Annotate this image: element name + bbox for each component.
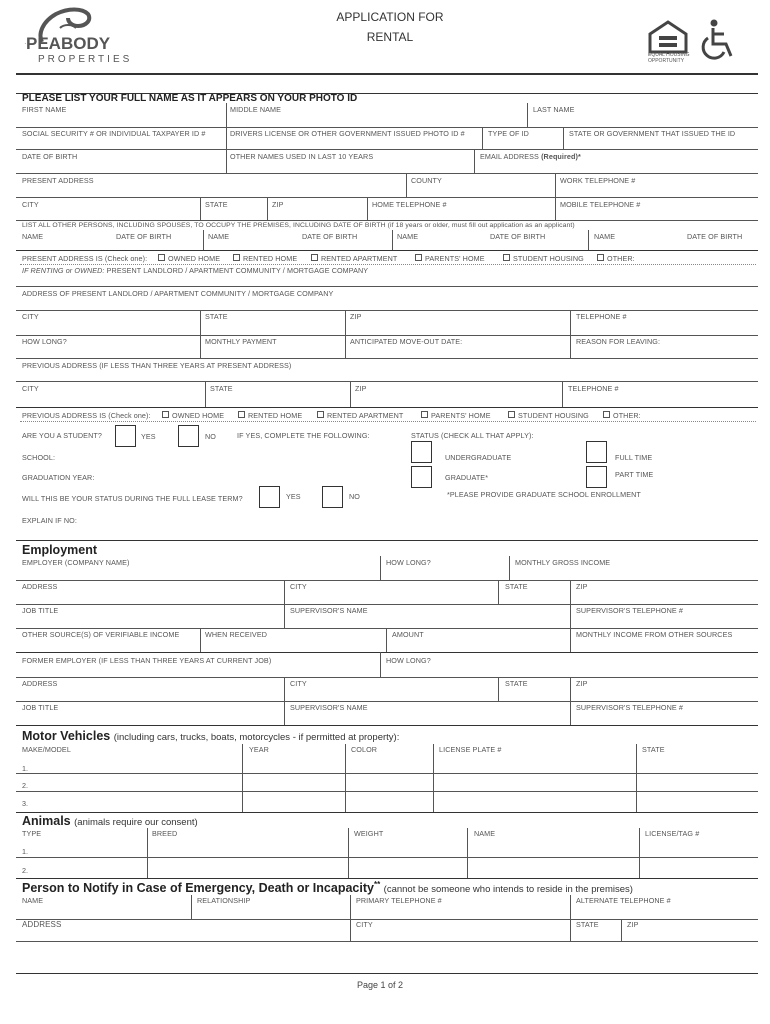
are-you-student-label: ARE YOU A STUDENT?: [22, 431, 102, 440]
student-yes-checkbox[interactable]: [115, 425, 136, 447]
when-received-label: WHEN RECEIVED: [205, 630, 268, 639]
divider: [350, 919, 351, 941]
previous-address-label: PREVIOUS ADDRESS (IF LESS THAN THREE YEARS AT PRESENT ADDRESS): [22, 361, 292, 370]
previous-address-is-label: PREVIOUS ADDRESS IS (Check one):: [22, 411, 151, 420]
divider: [509, 556, 510, 580]
divider: [200, 335, 201, 358]
lease-yes-checkbox[interactable]: [259, 486, 280, 508]
emp-zip-label: ZIP: [576, 582, 588, 591]
present-address-is-label: PRESENT ADDRESS IS (Check one):: [22, 254, 148, 263]
prev-other-label: OTHER:: [613, 411, 641, 420]
landlord-city-label: CITY: [22, 312, 39, 321]
vehicle-row-number: 2.: [22, 781, 28, 790]
job-title-label: JOB TITLE: [22, 606, 59, 615]
how-long-label: HOW LONG?: [22, 337, 67, 346]
reason-label: REASON FOR LEAVING:: [576, 337, 661, 346]
divider: [570, 919, 571, 941]
row-rule: [16, 857, 758, 858]
occupant-name-3: NAME: [397, 232, 419, 241]
student-housing-label: STUDENT HOUSING: [513, 254, 584, 263]
divider: [284, 604, 285, 628]
accessibility-logo: [698, 18, 738, 62]
row-rule: [16, 773, 758, 774]
prev-rented-apartment-label: RENTED APARTMENT: [327, 411, 404, 420]
prev-city-label: CITY: [22, 384, 39, 393]
occupant-name-4: NAME: [594, 232, 616, 241]
prev-rented-home-label: RENTED HOME: [248, 411, 303, 420]
equal-housing-icon: [646, 18, 690, 54]
full-time-checkbox[interactable]: [586, 441, 607, 463]
divider: [284, 677, 285, 701]
logo-sub: PROPERTIES: [38, 54, 133, 65]
move-out-label: ANTICIPATED MOVE-OUT DATE:: [350, 337, 463, 346]
header-rule: [16, 73, 758, 75]
divider: [392, 230, 393, 250]
emergency-state-label: STATE: [576, 920, 599, 929]
employment-heading: Employment: [22, 543, 98, 557]
license-tag-label: LICENSE/TAG #: [645, 829, 700, 838]
other-sources-label: OTHER SOURCE(S) OF VERIFIABLE INCOME: [22, 630, 180, 639]
employer-label: EMPLOYER (COMPANY NAME): [22, 558, 130, 567]
former-state-label: STATE: [505, 679, 528, 688]
divider: [205, 381, 206, 407]
occupant-dob-2: DATE OF BIRTH: [302, 232, 358, 241]
logo-name: PEABODY: [26, 34, 111, 53]
eho-text2: OPPORTUNITY: [648, 58, 685, 64]
former-supervisor-name-label: SUPERVISOR'S NAME: [290, 703, 368, 712]
row-rule: [16, 335, 758, 336]
vehicle-row-number: 3.: [22, 799, 28, 808]
animal-row-number: 1.: [22, 847, 28, 856]
lease-yes-label: YES: [286, 492, 301, 501]
full-time-label: FULL TIME: [615, 453, 653, 462]
divider: [242, 744, 243, 812]
if-renting-rest: PRESENT LANDLORD / APARTMENT COMMUNITY / MORTGAGE COMPANY: [106, 266, 369, 275]
email-label: [480, 152, 581, 161]
row-rule: [16, 628, 758, 629]
home-tel-label: HOME TELEPHONE #: [372, 200, 447, 209]
rented-apartment-label: RENTED APARTMENT: [321, 254, 398, 263]
divider: [639, 828, 640, 878]
landlord-state-label: STATE: [205, 312, 228, 321]
graduate-checkbox[interactable]: [411, 466, 432, 488]
ssn-label: SOCIAL SECURITY # OR INDIVIDUAL TAXPAYER ID #: [22, 129, 206, 138]
divider: [226, 103, 227, 127]
supervisor-tel-label: SUPERVISOR'S TELEPHONE #: [576, 606, 683, 615]
row-rule: [16, 919, 758, 920]
divider: [203, 230, 204, 250]
prev-tel-label: TELEPHONE #: [568, 384, 619, 393]
divider: [367, 197, 368, 220]
color-label: COLOR: [351, 745, 378, 754]
county-label: COUNTY: [411, 176, 442, 185]
prev-student-housing-checkbox[interactable]: [508, 411, 515, 418]
row-rule: [16, 407, 758, 408]
former-supervisor-tel-label: SUPERVISOR'S TELEPHONE #: [576, 703, 683, 712]
student-housing-checkbox[interactable]: [503, 254, 510, 261]
equal-housing-logo: [646, 18, 690, 64]
divider: [555, 197, 556, 220]
form-title-line2: RENTAL: [366, 30, 414, 44]
monthly-other-label: MONTHLY INCOME FROM OTHER SOURCES: [576, 630, 733, 639]
form-title-line1: APPLICATION FOR: [336, 10, 444, 24]
occupant-name-1: NAME: [22, 232, 44, 241]
row-rule: [16, 220, 758, 221]
divider: [555, 173, 556, 197]
divider: [527, 103, 528, 127]
prev-rented-home-checkbox[interactable]: [238, 411, 245, 418]
make-model-label: MAKE/MODEL: [22, 745, 71, 754]
divider: [350, 381, 351, 407]
relationship-label: RELATIONSHIP: [197, 896, 251, 905]
other-checkbox[interactable]: [597, 254, 604, 261]
lease-no-label: NO: [349, 492, 360, 501]
divider: [267, 197, 268, 220]
prev-owned-home-checkbox[interactable]: [162, 411, 169, 418]
animal-row-number: 2.: [22, 866, 28, 875]
city-label: CITY: [22, 200, 39, 209]
prev-state-label: STATE: [210, 384, 233, 393]
prev-student-housing-label: STUDENT HOUSING: [518, 411, 589, 420]
divider: [570, 677, 571, 701]
row-rule: [16, 604, 758, 605]
parents-home-label: PARENTS' HOME: [425, 254, 485, 263]
divider: [380, 652, 381, 677]
occupant-dob-1: DATE OF BIRTH: [116, 232, 172, 241]
divider: [200, 310, 201, 335]
divider: [570, 580, 571, 604]
emergency-subheading: (cannot be someone who intends to reside in the premises): [383, 884, 633, 896]
first-name-label: FIRST NAME: [22, 105, 67, 114]
divider: [345, 744, 346, 812]
divider: [380, 556, 381, 580]
rented-apartment-checkbox[interactable]: [311, 254, 318, 261]
owned-home-label: OWNED HOME: [168, 254, 221, 263]
divider: [482, 127, 483, 149]
vehicle-state-label: STATE: [642, 745, 665, 754]
animal-name-label: NAME: [474, 829, 496, 838]
row-rule: [16, 197, 758, 198]
former-address-label: ADDRESS: [22, 679, 58, 688]
breed-label: BREED: [152, 829, 178, 838]
footer-rule: [16, 973, 758, 974]
divider: [350, 895, 351, 919]
row-rule: [16, 652, 758, 653]
emp-address-label: ADDRESS: [22, 582, 58, 591]
divider: [191, 895, 192, 919]
dotted-rule: [20, 421, 756, 422]
emergency-address-label: ADDRESS: [22, 920, 62, 929]
plate-label: LICENSE PLATE #: [439, 745, 502, 754]
landlord-address-label: ADDRESS OF PRESENT LANDLORD / APARTMENT COMMUNITY / MORTGAGE COMPANY: [22, 289, 334, 298]
emergency-city-label: CITY: [356, 920, 373, 929]
year-label: YEAR: [249, 745, 269, 754]
occupant-dob-3: DATE OF BIRTH: [490, 232, 546, 241]
emergency-zip-label: ZIP: [627, 920, 639, 929]
rented-home-label: RENTED HOME: [243, 254, 298, 263]
weight-label: WEIGHT: [354, 829, 384, 838]
animal-type-label: TYPE: [22, 829, 42, 838]
undergrad-checkbox[interactable]: [411, 441, 432, 463]
divider: [636, 744, 637, 812]
eho-text1: EQUAL HOUSING: [648, 52, 690, 58]
other-label: OTHER:: [607, 254, 635, 263]
emp-city-label: CITY: [290, 582, 307, 591]
divider: [570, 895, 571, 919]
divider: [345, 310, 346, 335]
list-others-label: LIST ALL OTHER PERSONS, INCLUDING SPOUSES, TO OCCUPY THE PREMISES, INCLUDING DATE OF BIRTH (if 18 years or older, must fill out application as an applicant): [22, 222, 575, 229]
primary-tel-label: PRIMARY TELEPHONE #: [356, 896, 442, 905]
landlord-zip-label: ZIP: [350, 312, 362, 321]
former-employer-label: FORMER EMPLOYER (IF LESS THAN THREE YEARS AT CURRENT JOB): [22, 656, 272, 665]
divider: [147, 828, 148, 878]
animals-heading: [22, 814, 198, 828]
monthly-gross-label: MONTHLY GROSS INCOME: [515, 558, 611, 567]
divider: [562, 381, 563, 407]
row-rule: [16, 791, 758, 792]
work-tel-label: WORK TELEPHONE #: [560, 176, 636, 185]
email-label-text: EMAIL ADDRESS: [480, 152, 539, 161]
row-rule: [16, 149, 758, 150]
row-rule: [16, 358, 758, 359]
divider: [226, 149, 227, 173]
section-rule: [16, 812, 758, 813]
undergrad-label: UNDERGRADUATE: [445, 453, 512, 462]
emp-state-label: STATE: [505, 582, 528, 591]
divider: [570, 335, 571, 358]
part-time-label: PART TIME: [615, 470, 654, 479]
alt-tel-label: ALTERNATE TELEPHONE #: [576, 896, 671, 905]
former-city-label: CITY: [290, 679, 307, 688]
monthly-payment-label: MONTHLY PAYMENT: [205, 337, 277, 346]
divider: [345, 335, 346, 358]
amount-label: AMOUNT: [392, 630, 424, 639]
animals-subheading: (animals require our consent): [74, 817, 198, 828]
vehicles-heading: [22, 729, 399, 743]
owned-home-checkbox[interactable]: [158, 254, 165, 261]
row-rule: [16, 677, 758, 678]
state-label: STATE: [205, 200, 228, 209]
divider: [284, 701, 285, 725]
divider: [467, 828, 468, 878]
divider: [433, 744, 434, 812]
row-rule: [16, 381, 758, 382]
divider: [406, 173, 407, 197]
former-how-long-label: HOW LONG?: [386, 656, 431, 665]
grad-year-label: GRADUATION YEAR:: [22, 473, 95, 482]
school-label: SCHOOL:: [22, 453, 56, 462]
row-rule: [16, 286, 758, 287]
part-time-checkbox[interactable]: [586, 466, 607, 488]
present-address-label: PRESENT ADDRESS: [22, 176, 94, 185]
student-yes-label: YES: [141, 432, 156, 441]
former-job-title-label: JOB TITLE: [22, 703, 59, 712]
mobile-tel-label: MOBILE TELEPHONE #: [560, 200, 641, 209]
prev-zip-label: ZIP: [355, 384, 367, 393]
graduate-label: GRADUATE*: [445, 473, 489, 482]
divider: [570, 604, 571, 628]
dotted-rule: [20, 264, 756, 265]
lease-no-checkbox[interactable]: [322, 486, 343, 508]
emergency-heading-text: Person to Notify in Case of Emergency, Death or Incapacity: [22, 881, 374, 896]
vehicles-subheading: (including cars, trucks, boats, motorcycles - if permitted at property):: [113, 732, 400, 743]
divider: [621, 919, 622, 941]
vehicles-heading-text: Motor Vehicles: [22, 729, 111, 743]
section-rule: [16, 725, 758, 726]
row-rule: [16, 580, 758, 581]
email-required: (Required)*: [541, 152, 581, 161]
student-no-checkbox[interactable]: [178, 425, 199, 447]
divider: [474, 149, 475, 173]
emergency-stars: **: [373, 880, 381, 889]
zip-label: ZIP: [272, 200, 284, 209]
explain-label: EXPLAIN IF NO:: [22, 516, 77, 525]
former-zip-label: ZIP: [576, 679, 588, 688]
type-of-id-label: TYPE OF ID: [488, 129, 529, 138]
emergency-heading: [22, 880, 633, 895]
prev-other-checkbox[interactable]: [603, 411, 610, 418]
row-rule: [16, 701, 758, 702]
divider: [226, 127, 227, 149]
divider: [200, 197, 201, 220]
supervisor-name-label: SUPERVISOR'S NAME: [290, 606, 368, 615]
peabody-logo: [16, 4, 136, 68]
prev-owned-home-label: OWNED HOME: [172, 411, 225, 420]
full-lease-label: WILL THIS BE YOUR STATUS DURING THE FULL LEASE TERM?: [22, 494, 243, 503]
if-yes-label: IF YES, COMPLETE THE FOLLOWING:: [237, 431, 370, 440]
drivers-license-label: DRIVERS LICENSE OR OTHER GOVERNMENT ISSUED PHOTO ID #: [230, 129, 465, 138]
prev-parents-home-checkbox[interactable]: [421, 411, 428, 418]
other-names-label: OTHER NAMES USED IN LAST 10 YEARS: [230, 152, 374, 161]
grad-note-label: *PLEASE PROVIDE GRADUATE SCHOOL ENROLLMENT: [447, 490, 641, 499]
occupant-name-2: NAME: [208, 232, 230, 241]
dob-label: DATE OF BIRTH: [22, 152, 78, 161]
row-rule: [16, 127, 758, 128]
row-rule: [16, 250, 758, 251]
divider: [498, 580, 499, 604]
section-rule: [16, 540, 758, 541]
landlord-tel-label: TELEPHONE #: [576, 312, 627, 321]
divider: [588, 230, 589, 250]
divider: [570, 628, 571, 652]
divider: [570, 701, 571, 725]
occupant-dob-4: DATE OF BIRTH: [687, 232, 743, 241]
rented-home-checkbox[interactable]: [233, 254, 240, 261]
divider: [348, 828, 349, 878]
photo-id-heading: PLEASE LIST YOUR FULL NAME AS IT APPEARS ON YOUR PHOTO ID: [22, 93, 358, 104]
emp-how-long-label: HOW LONG?: [386, 558, 431, 567]
prev-parents-home-label: PARENTS' HOME: [431, 411, 491, 420]
state-issued-label: STATE OR GOVERNMENT THAT ISSUED THE ID: [569, 129, 736, 138]
status-label: STATUS (CHECK ALL THAT APPLY):: [411, 431, 534, 440]
emergency-name-label: NAME: [22, 896, 44, 905]
divider: [563, 127, 564, 149]
divider: [570, 310, 571, 335]
animals-heading-text: Animals: [22, 814, 71, 828]
divider: [498, 677, 499, 701]
row-rule: [16, 173, 758, 174]
section-rule: [16, 878, 758, 879]
middle-name-label: MIDDLE NAME: [230, 105, 282, 114]
parents-home-checkbox[interactable]: [415, 254, 422, 261]
page-number: Page 1 of 2: [356, 980, 404, 990]
if-renting-label: [22, 266, 368, 275]
if-renting-italic: IF RENTING or OWNED:: [22, 266, 105, 275]
row-rule: [16, 941, 758, 942]
student-no-label: NO: [205, 432, 216, 441]
last-name-label: LAST NAME: [533, 105, 575, 114]
divider: [386, 628, 387, 652]
prev-rented-apartment-checkbox[interactable]: [317, 411, 324, 418]
vehicle-row-number: 1.: [22, 764, 28, 773]
wheelchair-icon: [698, 18, 738, 62]
divider: [200, 628, 201, 652]
divider: [284, 580, 285, 604]
row-rule: [16, 310, 758, 311]
